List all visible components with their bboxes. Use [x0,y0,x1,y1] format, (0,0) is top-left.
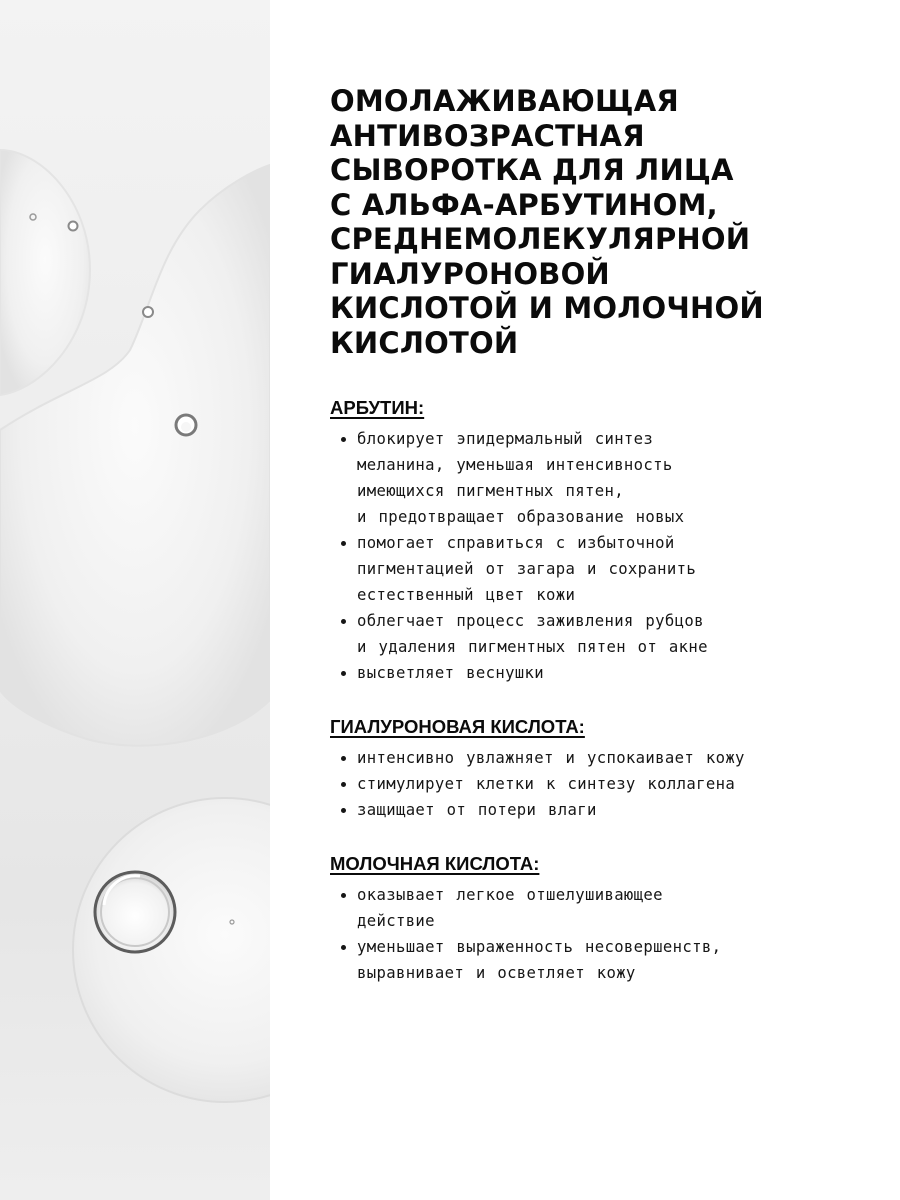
serum-drop-icon [0,0,270,1200]
list-item [330,660,870,686]
list-item [330,934,870,986]
title-line: КИСЛОТОЙ И МОЛОЧНОЙ [330,291,764,325]
list-item-text: оказывает легкое отшелушивающее действие [357,886,663,930]
list-item-text: стимулирует клетки к синтезу коллагена [357,775,736,793]
list-item [330,797,870,823]
bullet-dot-icon [341,808,346,813]
title-line: ОМОЛАЖИВАЮЩАЯ [330,84,679,118]
section-hyaluronic-acid [330,715,870,823]
list-item [330,608,870,660]
bullet-dot-icon [341,782,346,787]
list-item [330,745,870,771]
bullet-dot-icon [341,893,346,898]
bullet-dot-icon [341,619,346,624]
list-item [330,426,870,530]
list-item-text: высветляет веснушки [357,664,545,682]
serum-drops-photo [0,0,270,1200]
title-line: С АЛЬФА-АРБУТИНОМ, [330,187,718,222]
list-item [330,771,870,797]
title-line: СРЕДНЕМОЛЕКУЛЯРНОЙ [330,222,751,256]
section-heading: АРБУТИН: [330,397,425,418]
list-item-text: интенсивно увлажняет и успокаивает кожу [357,749,745,767]
bullet-dot-icon [341,756,346,761]
bullet-dot-icon [341,541,346,546]
list-item-text: уменьшает выраженность несовершенств, выравнивает и осветляет кожу [357,938,722,982]
bullet-dot-icon [341,671,346,676]
product-title [330,84,870,360]
title-line: ГИАЛУРОНОВОЙ [330,256,610,291]
section-arbutin [330,396,870,686]
bullet-list [330,882,870,986]
list-item [330,882,870,934]
bullet-list [330,745,870,823]
bullet-dot-icon [341,437,346,442]
title-line: СЫВОРОТКА ДЛЯ ЛИЦА [330,153,734,187]
bullet-dot-icon [341,945,346,950]
list-item-text: облегчает процесс заживления рубцов и удаления пигментных пятен от акне [357,612,708,656]
list-item-text: блокирует эпидермальный синтез меланина, уменьшая интенсивность имеющихся пигментных пятен, и предотвращает образование новых [357,430,685,526]
section-heading: ГИАЛУРОНОВАЯ КИСЛОТА: [330,716,585,737]
bullet-list [330,426,870,686]
title-line: АНТИВОЗРАСТНАЯ [330,118,645,153]
product-description [330,84,870,1015]
list-item [330,530,870,608]
section-heading: МОЛОЧНАЯ КИСЛОТА: [330,853,540,874]
section-lactic-acid [330,852,870,986]
title-line: КИСЛОТОЙ [330,325,519,360]
list-item-text: защищает от потери влаги [357,801,597,819]
list-item-text: помогает справиться с избыточной пигментацией от загара и сохранить естественный цвет кожи [357,534,697,604]
